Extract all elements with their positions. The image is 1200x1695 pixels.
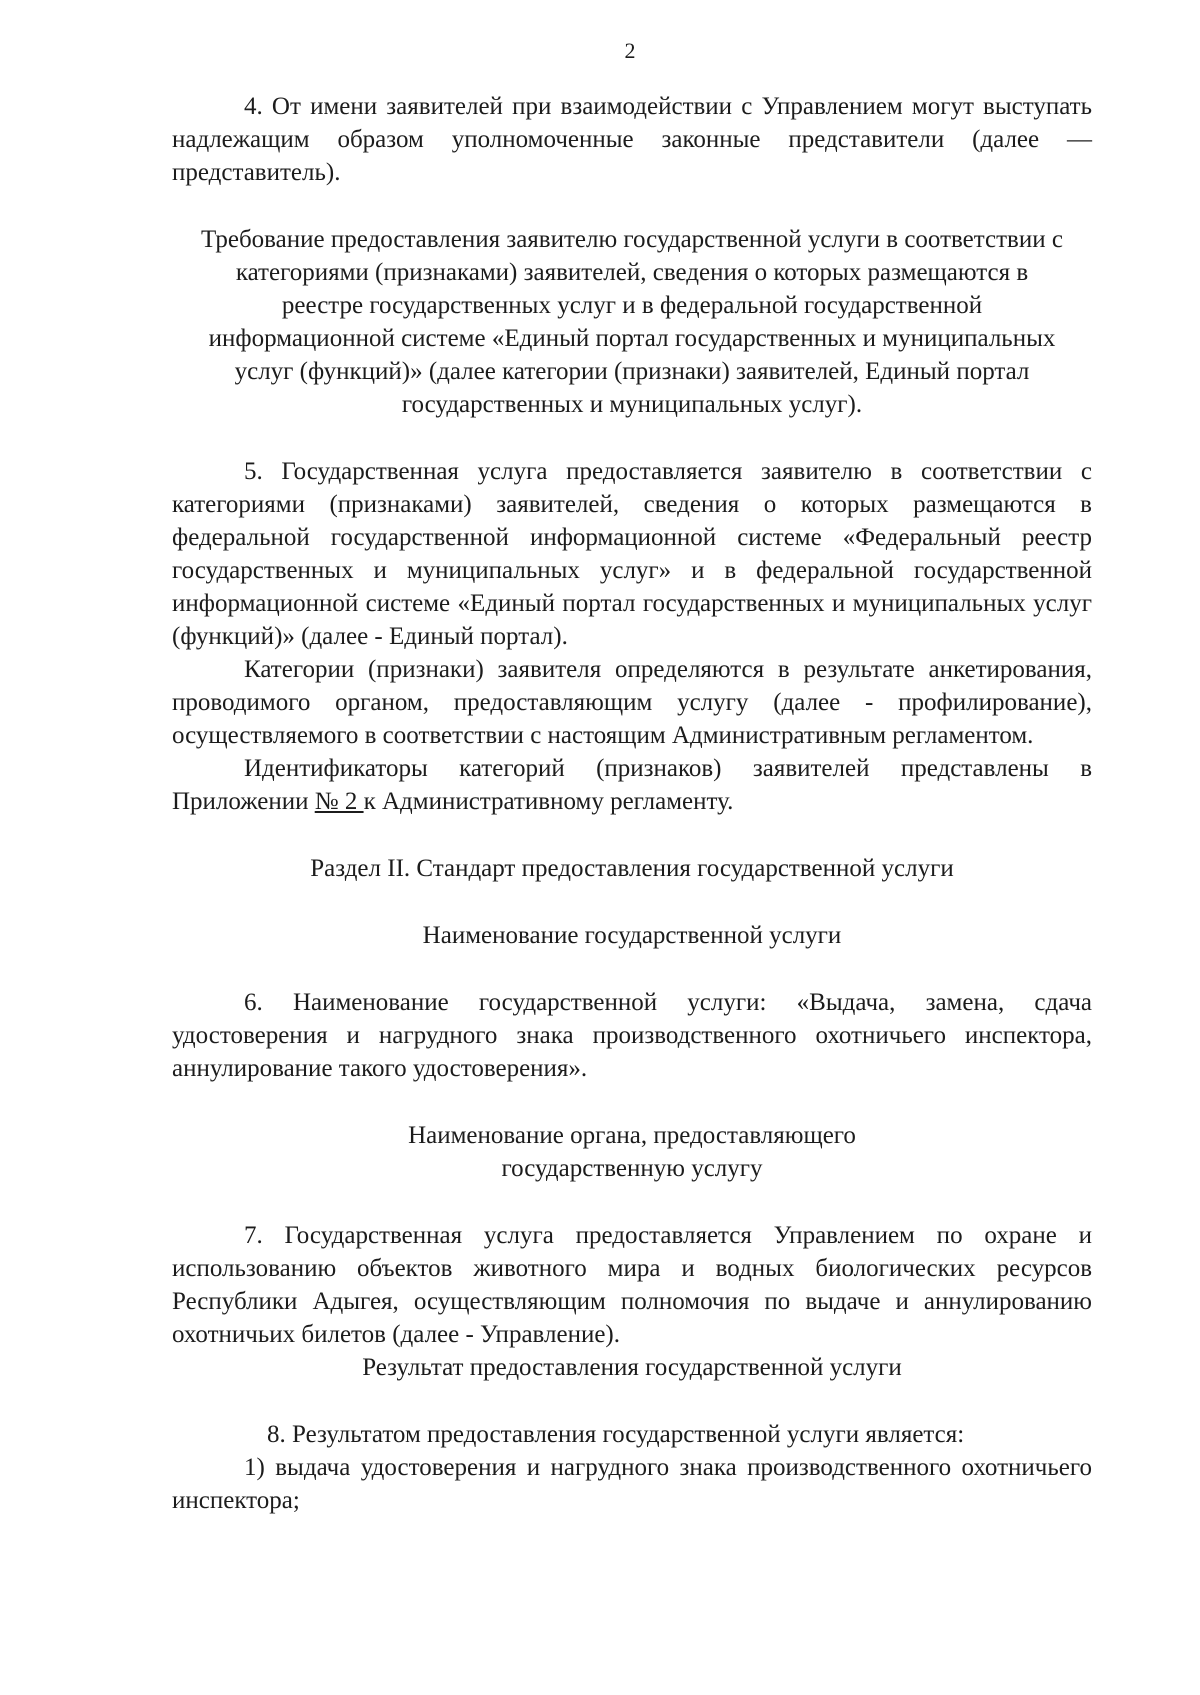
identifiers-text-before: Идентификаторы категорий (признаков) заявителей представлены в Приложении	[172, 755, 1092, 815]
paragraph-8-item-1: 1) выдача удостоверения и нагрудного знака производственного охотничьего инспектора;	[172, 1454, 1092, 1514]
paragraph-4: 4. От имени заявителей при взаимодействии с Управлением могут выступать надлежащим образом уполномоченные законные представители (далее — представитель).	[172, 93, 1092, 186]
identifiers-text-after: к Административному регламенту.	[363, 788, 734, 815]
paragraph-5-identifiers	[172, 752, 1092, 818]
heading-organ-line-2: государственную услугу	[501, 1155, 763, 1182]
paragraph-5: 5. Государственная услуга предоставляется заявителю в соответствии с категориями (признаками) заявителей, сведения о которых размещаются в федеральной государственной информационной системе «Федеральный реестр государственных и муниципальных услуг» и в федеральной государственной информационной системе «Единый портал государственных и муниципальных услуг (функций)» (далее - Единый портал).	[172, 458, 1092, 650]
document-body	[172, 90, 1092, 1517]
heading-organ-line-1: Наименование органа, предоставляющего	[408, 1122, 856, 1149]
heading-result: Результат предоставления государственной услуги	[362, 1354, 902, 1381]
paragraph-8: 8. Результатом предоставления государственной услуги является:	[267, 1421, 965, 1448]
appendix-2-link[interactable]: № 2	[314, 788, 364, 815]
page-number: 2	[624, 38, 636, 63]
paragraph-5-categories: Категории (признаки) заявителя определяются в результате анкетирования, проводимого органом, предоставляющим услугу (далее - профилирование), осуществляемого в соответствии с настоящим Административным регламентом.	[172, 656, 1092, 749]
section-2-title: Раздел II. Стандарт предоставления государственной услуги	[310, 855, 954, 882]
heading-requirement: Требование предоставления заявителю государственной услуги в соответствии с категориями (признаками) заявителей, сведения о которых размещаются в реестре государственных услуг и в федеральной государственной информационной системе «Единый портал государственных и муниципальных услуг (функций)» (далее категории (признаки) заявителей, Единый портал государственных и муниципальных услуг).	[201, 226, 1063, 418]
paragraph-6: 6. Наименование государственной услуги: «Выдача, замена, сдача удостоверения и нагрудного знака производственного охотничьего инспектора, аннулирование такого удостоверения».	[172, 989, 1092, 1082]
paragraph-7: 7. Государственная услуга предоставляется Управлением по охране и использованию объектов животного мира и водных биологических ресурсов Республики Адыгея, осуществляющим полномочия по выдаче и аннулированию охотничьих билетов (далее - Управление).	[172, 1222, 1092, 1348]
heading-service-name: Наименование государственной услуги	[422, 922, 842, 949]
